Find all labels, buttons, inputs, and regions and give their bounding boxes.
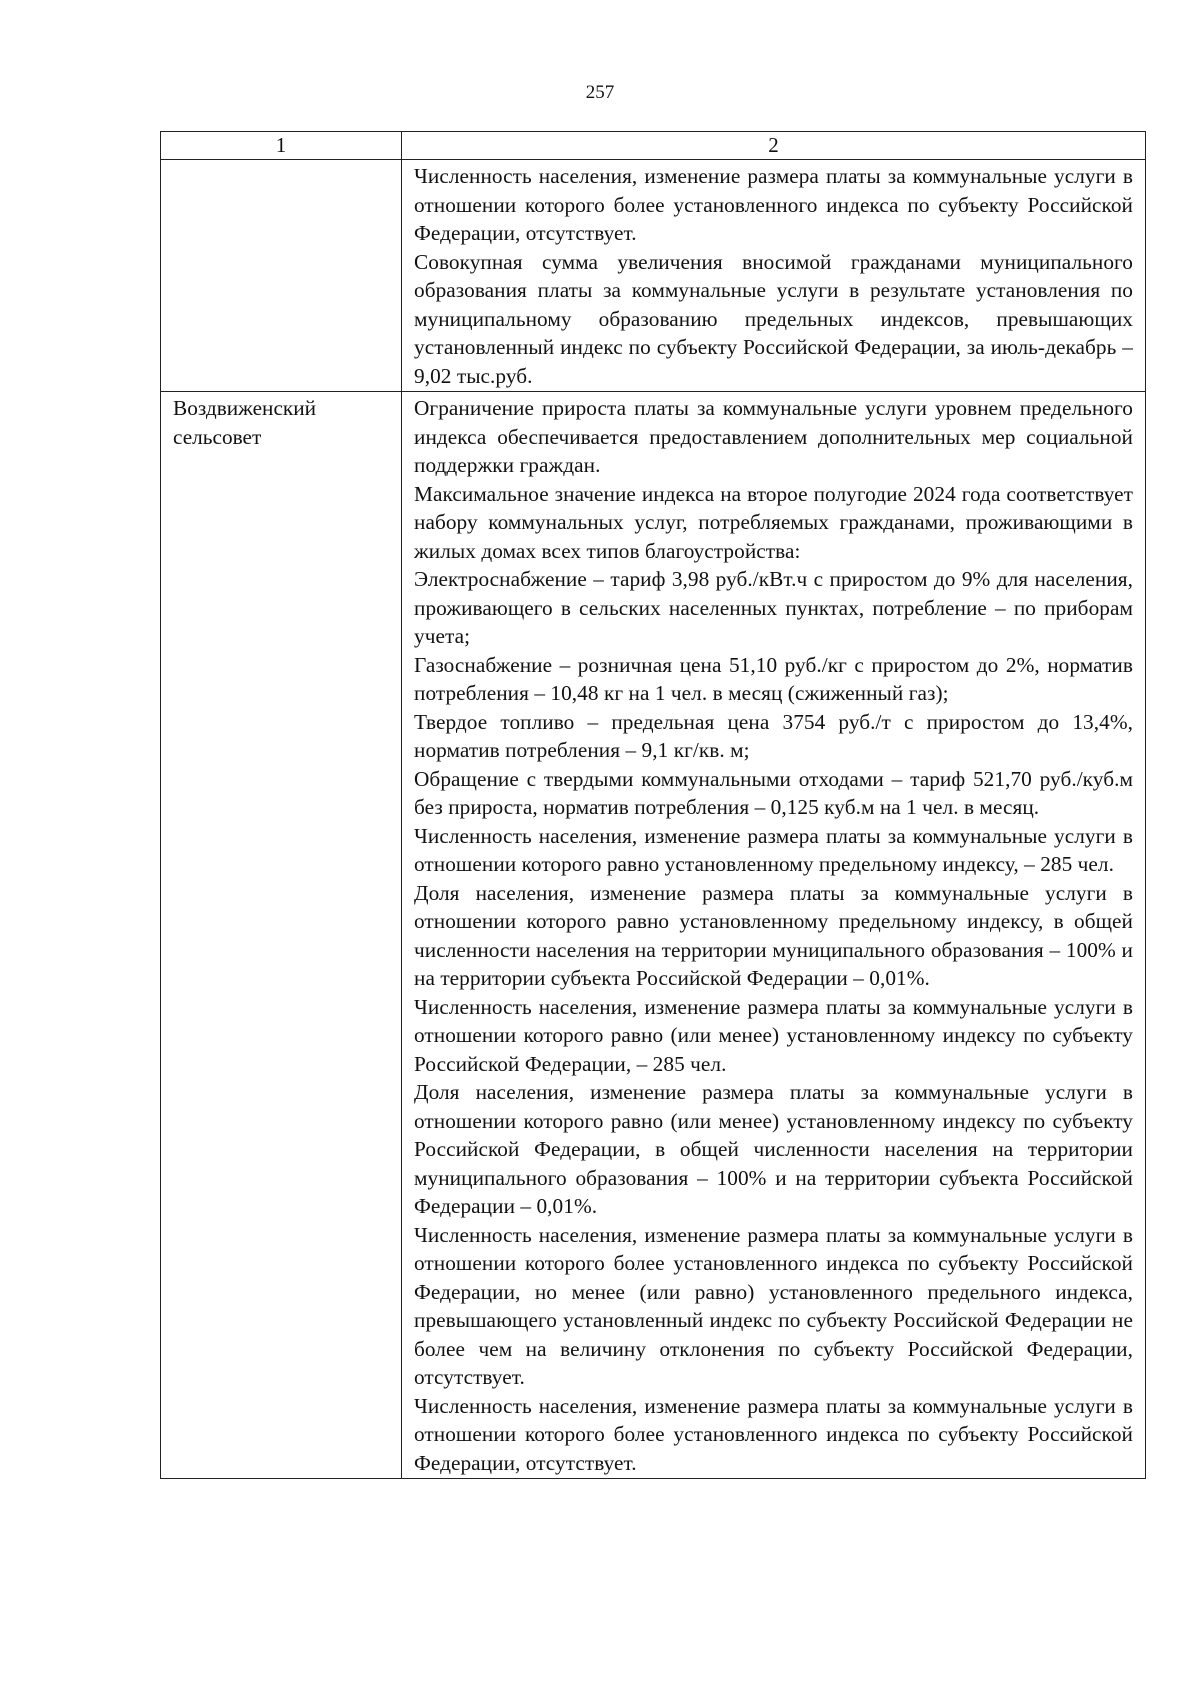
paragraph: Электроснабжение – тариф 3,98 руб./кВт.ч с приростом до 9% для населения, проживающего в сельских населенных пунктах, потребление – по приборам учета; bbox=[414, 567, 1133, 648]
municipality-name: Воздвиженский сельсовет bbox=[173, 396, 317, 449]
paragraph: Доля населения, изменение размера платы за коммунальные услуги в отношении которого равно (или менее) установленному индексу по субъекту Российской Федерации, в общей численности населения на территории муниципального образования – 100% и на территории субъекта Российской Федерации – 0,01%. bbox=[414, 1080, 1133, 1218]
paragraph: Численность населения, изменение размера платы за коммунальные услуги в отношении которого более установленного индекса по субъекту Российской Федерации, отсутствует. bbox=[414, 1393, 1133, 1475]
page-number: 257 bbox=[585, 82, 615, 103]
description-cell bbox=[402, 160, 1146, 392]
data-table bbox=[160, 131, 1146, 1479]
municipality-cell bbox=[161, 392, 402, 1479]
column-header-2: 2 bbox=[402, 132, 1146, 160]
paragraph: Совокупная сумма увеличения вносимой гражданами муниципального образования платы за коммунальные услуги в результате установления по муниципальному образованию предельных индексов, превышающих установленный индекс по субъекту Российской Федерации, за июль-декабрь – 9,02 тыс.руб. bbox=[414, 249, 1133, 388]
paragraph: Численность населения, изменение размера платы за коммунальные услуги в отношении которого равно (или менее) установленному индексу по субъекту Российской Федерации, – 285 чел. bbox=[414, 994, 1133, 1076]
paragraph: Численность населения, изменение размера платы за коммунальные услуги в отношении которого более установленного индекса по субъекту Российской Федерации, но менее (или равно) установленного предельного индекса, превышающего установленный индекс по субъекту Российской Федерации не более чем на величину отклонения по субъекту Российской Федерации, отсутствует. bbox=[414, 1222, 1133, 1389]
paragraph: Обращение с твердыми коммунальными отходами – тариф 521,70 руб./куб.м без прироста, норматив потребления – 0,125 куб.м на 1 чел. в месяц. bbox=[414, 766, 1133, 819]
paragraph: Численность населения, изменение размера платы за коммунальные услуги в отношении которого равно установленному предельному индексу, – 285 чел. bbox=[414, 823, 1133, 876]
column-header-1: 1 bbox=[161, 132, 402, 160]
paragraph: Газоснабжение – розничная цена 51,10 руб./кг с приростом до 2%, норматив потребления – 10,48 кг на 1 чел. в месяц (сжиженный газ); bbox=[414, 652, 1133, 705]
description-cell bbox=[402, 392, 1146, 1479]
municipality-cell bbox=[161, 160, 402, 392]
paragraph: Численность населения, изменение размера платы за коммунальные услуги в отношении которого более установленного индекса по субъекту Российской Федерации, отсутствует. bbox=[414, 164, 1133, 245]
table-header-row bbox=[161, 132, 1146, 160]
table-row bbox=[161, 160, 1146, 392]
paragraph: Максимальное значение индекса на второе полугодие 2024 года соответствует набору коммунальных услуг, потребляемых гражданами, проживающими в жилых домах всех типов благоустройства: bbox=[414, 481, 1133, 563]
paragraph: Твердое топливо – предельная цена 3754 руб./т с приростом до 13,4%, норматив потребления – 9,1 кг/кв. м; bbox=[414, 709, 1133, 762]
paragraph: Доля населения, изменение размера платы за коммунальные услуги в отношении которого равно установленному предельному индексу, в общей численности населения на территории муниципального образования – 100% и на территории субъекта Российской Федерации – 0,01%. bbox=[414, 880, 1133, 990]
table-row bbox=[161, 392, 1146, 1479]
paragraph: Ограничение прироста платы за коммунальные услуги уровнем предельного индекса обеспечивается предоставлением дополнительных мер социальной поддержки граждан. bbox=[414, 396, 1133, 477]
